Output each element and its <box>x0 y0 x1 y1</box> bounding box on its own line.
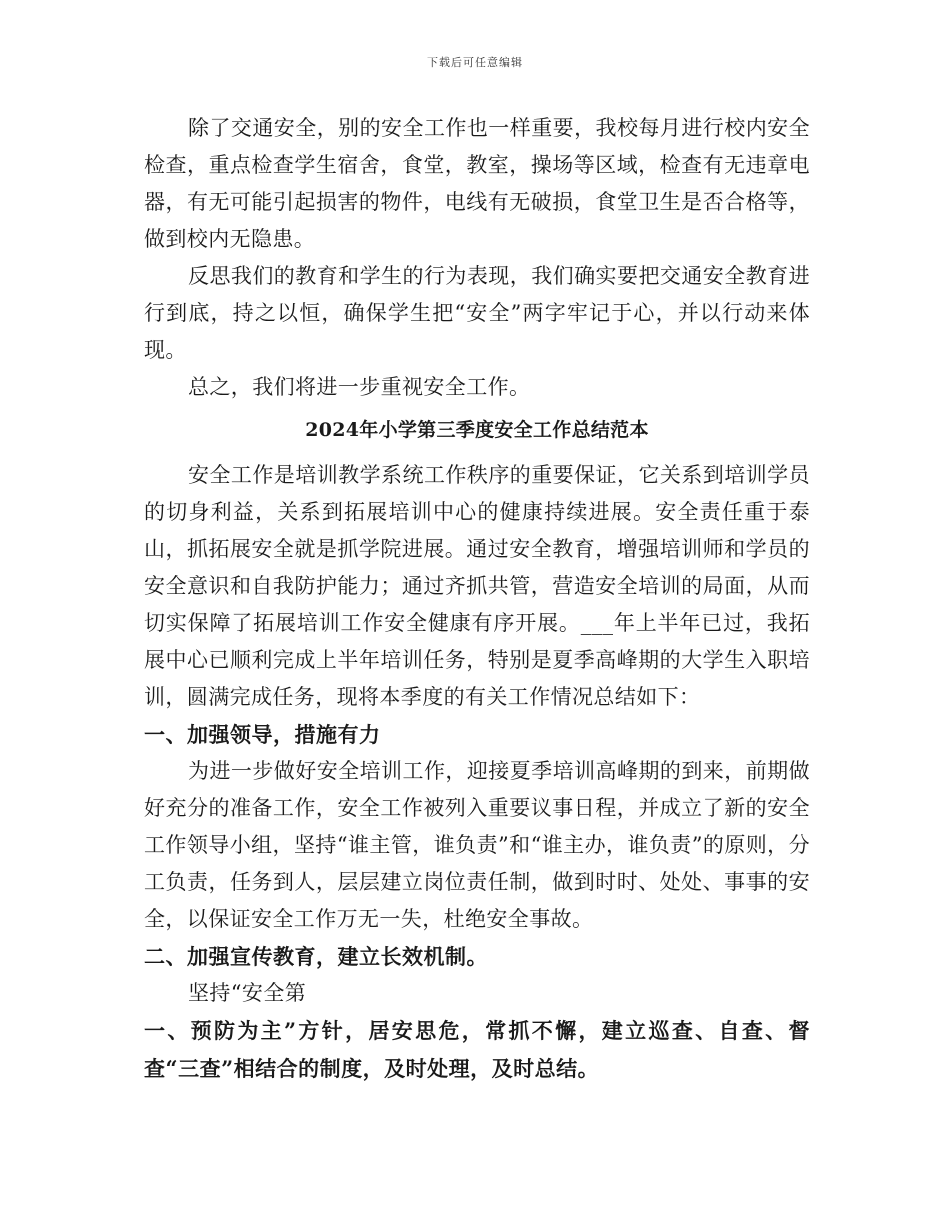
section-heading-leadership: 一、加强领导，措施有力 <box>144 722 381 747</box>
paragraph-prevention: 一、预防为主”方针，居安思危，常抓不懈，建立巡查、自查、督查“三查”相结合的制度，及时处理，及时总结。 <box>144 1018 810 1081</box>
page-header: 下载后可任意编辑 <box>427 56 523 69</box>
paragraph-reflection: 反思我们的教育和学生的行为表现，我们确实要把交通安全教育进行到底，持之以恒，确保学生把“安全”两字牢记于心，并以行动来体现。 <box>144 264 810 362</box>
paragraph-education-start: 坚持“安全第 <box>188 981 307 1005</box>
paragraph-conclusion: 总之，我们将进一步重视安全工作。 <box>188 375 531 399</box>
document-body <box>144 110 810 1088</box>
paragraph-leadership: 为进一步做好安全培训工作，迎接夏季培训高峰期的到来，前期做好充分的准备工作，安全工作被列入重要议事日程，并成立了新的安全工作领导小组，坚持“谁主管，谁负责”和“谁主办，谁负责”的原则，分工负责，任务到人，层层建立岗位责任制，做到时时、处处、事事的安全，以保证安全工作万无一失，杜绝安全事故。 <box>144 759 810 931</box>
document-title: 2024年小学第三季度安全工作总结范本 <box>305 419 649 441</box>
section-heading-education: 二、加强宣传教育，建立长效机制。 <box>144 944 488 969</box>
paragraph-introduction: 安全工作是培训教学系统工作秩序的重要保证，它关系到培训学员的切身利益，关系到拓展培训中心的健康持续进展。安全责任重于泰山，抓拓展安全就是抓学院进展。通过安全教育，增强培训师和学员的安全意识和自我防护能力；通过齐抓共管，营造安全培训的局面，从而切实保障了拓展培训工作安全健康有序开展。___年上半年已过，我拓展中心已顺利完成上半年培训任务，特别是夏季高峰期的大学生入职培训，圆满完成任务，现将本季度的有关工作情况总结如下： <box>144 463 810 709</box>
paragraph-other-safety: 除了交通安全，别的安全工作也一样重要，我校每月进行校内安全检查，重点检查学生宿舍，食堂，教室，操场等区域，检查有无违章电器，有无可能引起损害的物件，电线有无破损，食堂卫生是否合格等，做到校内无隐患。 <box>144 116 810 251</box>
